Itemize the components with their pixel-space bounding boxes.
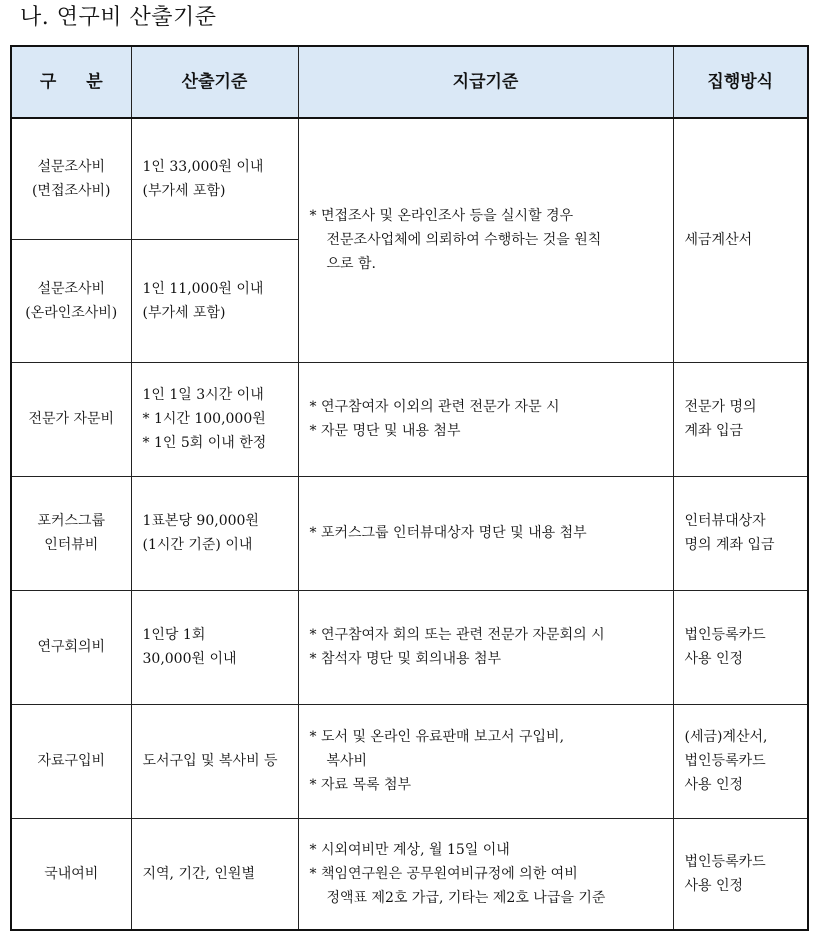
criteria-line: * 연구참여자 회의 또는 관련 전문가 자문회의 시: [309, 627, 605, 643]
criteria-line: 으로 함.: [326, 256, 376, 273]
execution-line: 법인등록카드: [684, 853, 766, 870]
execution-line: 계좌 입금: [684, 423, 744, 439]
category-cell: [11, 239, 131, 362]
criteria-line: * 책임연구원은 공무원여비규정에 의한 여비: [309, 865, 578, 882]
criteria-line: * 시외여비만 계상, 월 15일 이내: [309, 841, 510, 858]
calculation-cell: [131, 476, 298, 590]
criteria-line: * 자문 명단 및 내용 첨부: [309, 423, 461, 439]
calculation-cell: [131, 239, 298, 362]
category-line: 인터뷰비: [44, 537, 99, 553]
calculation-line: 1인 1일 3시간 이내: [142, 387, 264, 403]
execution-line: 사용 인정: [684, 877, 744, 894]
execution-cell: [673, 704, 808, 818]
criteria-cell: [298, 476, 673, 590]
execution-line: 사용 인정: [684, 777, 744, 793]
header-criteria: 지급기준: [298, 46, 673, 118]
header-calculation: 산출기준: [131, 46, 298, 118]
calculation-line: 지역, 기간, 인원별: [142, 865, 255, 882]
criteria-line: * 포커스그룹 인터뷰대상자 명단 및 내용 첨부: [309, 525, 587, 541]
execution-line: 명의 계좌 입금: [684, 537, 775, 553]
calculation-cell: [131, 362, 298, 476]
criteria-line: 정액표 제2호 가급, 기타는 제2호 나급을 기준: [326, 889, 606, 906]
category-line: 연구회의비: [37, 639, 106, 655]
table-row-research-meeting: [11, 590, 808, 704]
execution-line: 전문가 명의: [684, 399, 757, 415]
calculation-cell: [131, 590, 298, 704]
calculation-line: (부가세 포함): [142, 182, 226, 199]
calculation-line: * 1인 5회 이내 한정: [142, 435, 267, 451]
category-cell: [11, 362, 131, 476]
category-line: (온라인조사비): [25, 304, 118, 321]
category-line: 국내여비: [44, 865, 99, 882]
execution-line: 법인등록카드: [684, 753, 766, 769]
execution-cell: [673, 590, 808, 704]
category-cell: [11, 590, 131, 704]
criteria-line: * 자료 목록 첨부: [309, 777, 411, 793]
category-line: 자료구입비: [37, 753, 106, 769]
table-row-materials: [11, 704, 808, 818]
criteria-line: * 연구참여자 이외의 관련 전문가 자문 시: [309, 399, 560, 415]
category-cell: [11, 704, 131, 818]
header-execution: 집행방식: [673, 46, 808, 118]
execution-line: (세금)계산서,: [684, 729, 768, 745]
research-cost-table: [10, 45, 809, 931]
category-line: 설문조사비: [37, 158, 106, 175]
calculation-cell: [131, 118, 298, 239]
criteria-line: * 면접조사 및 온라인조사 등을 실시할 경우: [309, 208, 574, 225]
criteria-line: 전문조사업체에 의뢰하여 수행하는 것을 원칙: [326, 232, 602, 249]
execution-line: 세금계산서: [684, 232, 753, 249]
table-row-interview-survey: [11, 118, 808, 239]
criteria-cell: [298, 818, 673, 930]
calculation-line: (부가세 포함): [142, 304, 226, 321]
header-category: 구 분: [11, 46, 131, 118]
calculation-line: 1인당 1회: [142, 627, 206, 643]
calculation-cell: [131, 704, 298, 818]
section-heading: 나. 연구비 산출기준: [20, 5, 217, 30]
calculation-line: 도서구입 및 복사비 등: [142, 753, 278, 769]
calculation-line: 1인 33,000원 이내: [142, 158, 264, 175]
criteria-line: 복사비: [326, 753, 368, 769]
table-row-expert-consultation: [11, 362, 808, 476]
calculation-line: 1인 11,000원 이내: [142, 280, 264, 297]
category-line: (면접조사비): [31, 182, 111, 199]
table-header-row: [11, 46, 808, 118]
execution-line: 인터뷰대상자: [684, 513, 766, 529]
category-cell: [11, 118, 131, 239]
criteria-line: * 참석자 명단 및 회의내용 첨부: [309, 651, 502, 667]
calculation-line: 30,000원 이내: [142, 651, 237, 667]
category-cell: [11, 476, 131, 590]
calculation-line: * 1시간 100,000원: [142, 411, 266, 427]
execution-cell: [673, 818, 808, 930]
criteria-cell: [298, 590, 673, 704]
execution-cell-survey: [673, 118, 808, 362]
category-line: 전문가 자문비: [28, 411, 115, 427]
criteria-cell-survey: [298, 118, 673, 362]
table-row-focus-group: [11, 476, 808, 590]
calculation-cell: [131, 818, 298, 930]
category-line: 설문조사비: [37, 280, 106, 297]
execution-cell: [673, 476, 808, 590]
criteria-cell: [298, 704, 673, 818]
calculation-line: (1시간 기준) 이내: [142, 537, 253, 553]
calculation-line: 1표본당 90,000원: [142, 513, 259, 529]
execution-cell: [673, 362, 808, 476]
category-line: 포커스그룹: [37, 513, 106, 529]
execution-line: 사용 인정: [684, 651, 744, 667]
category-cell: [11, 818, 131, 930]
criteria-cell: [298, 362, 673, 476]
table-row-domestic-travel: [11, 818, 808, 930]
execution-line: 법인등록카드: [684, 627, 766, 643]
criteria-line: * 도서 및 온라인 유료판매 보고서 구입비,: [309, 729, 565, 745]
